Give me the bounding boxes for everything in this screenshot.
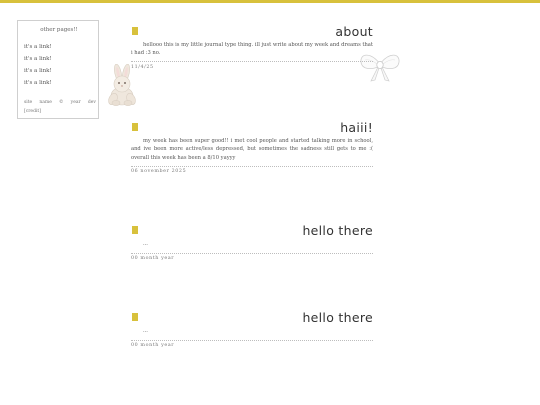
sidebar-footer <box>24 100 96 105</box>
sidebar-link-4[interactable]: it's a link! <box>24 80 52 86</box>
post-divider <box>131 253 373 254</box>
post-title: hello there <box>302 310 373 325</box>
sidebar-link-1[interactable]: it's a link! <box>24 44 52 50</box>
footer-site: site <box>24 100 33 105</box>
post-marker <box>132 226 138 234</box>
sidebar-title: other pages!! <box>40 27 78 33</box>
footer-dev: dev <box>87 100 96 105</box>
footer-year: year <box>70 100 81 105</box>
post-marker <box>132 123 138 131</box>
post-body: ... <box>143 241 148 247</box>
top-accent-bar <box>0 0 540 3</box>
post-divider <box>131 340 373 341</box>
footer-name: name <box>39 100 52 105</box>
post-date: 00 month year <box>131 343 175 348</box>
bunny-plush-image <box>103 64 141 106</box>
post-title: about <box>335 24 373 39</box>
post-divider <box>131 61 373 62</box>
post-date: 11/4/25 <box>131 65 154 70</box>
credit-link[interactable]: [credit] <box>24 109 41 114</box>
post-date: 00 month year <box>131 256 175 261</box>
sidebar <box>17 20 99 119</box>
post-title: hello there <box>302 223 373 238</box>
post-marker <box>132 27 138 35</box>
sidebar-link-2[interactable]: it's a link! <box>24 56 52 62</box>
footer-copyright: © <box>59 100 64 105</box>
post-marker <box>132 313 138 321</box>
post-divider <box>131 166 373 167</box>
post-body: ... <box>143 328 148 334</box>
post-body: hellooo this is my little journal type thing. ill just write about my week and dreams that i had :3 no. <box>131 42 373 57</box>
post-body: my week has been super good!! i met cool people and started talking more in school, and ive been more active/less depressed, but sometimes the sadness still gets to me :( overall this week has been a 8/10 yayyy <box>131 138 373 161</box>
post-title: haiii! <box>340 120 373 135</box>
sidebar-link-3[interactable]: it's a link! <box>24 68 52 74</box>
post-date: 06 november 2025 <box>131 169 187 174</box>
